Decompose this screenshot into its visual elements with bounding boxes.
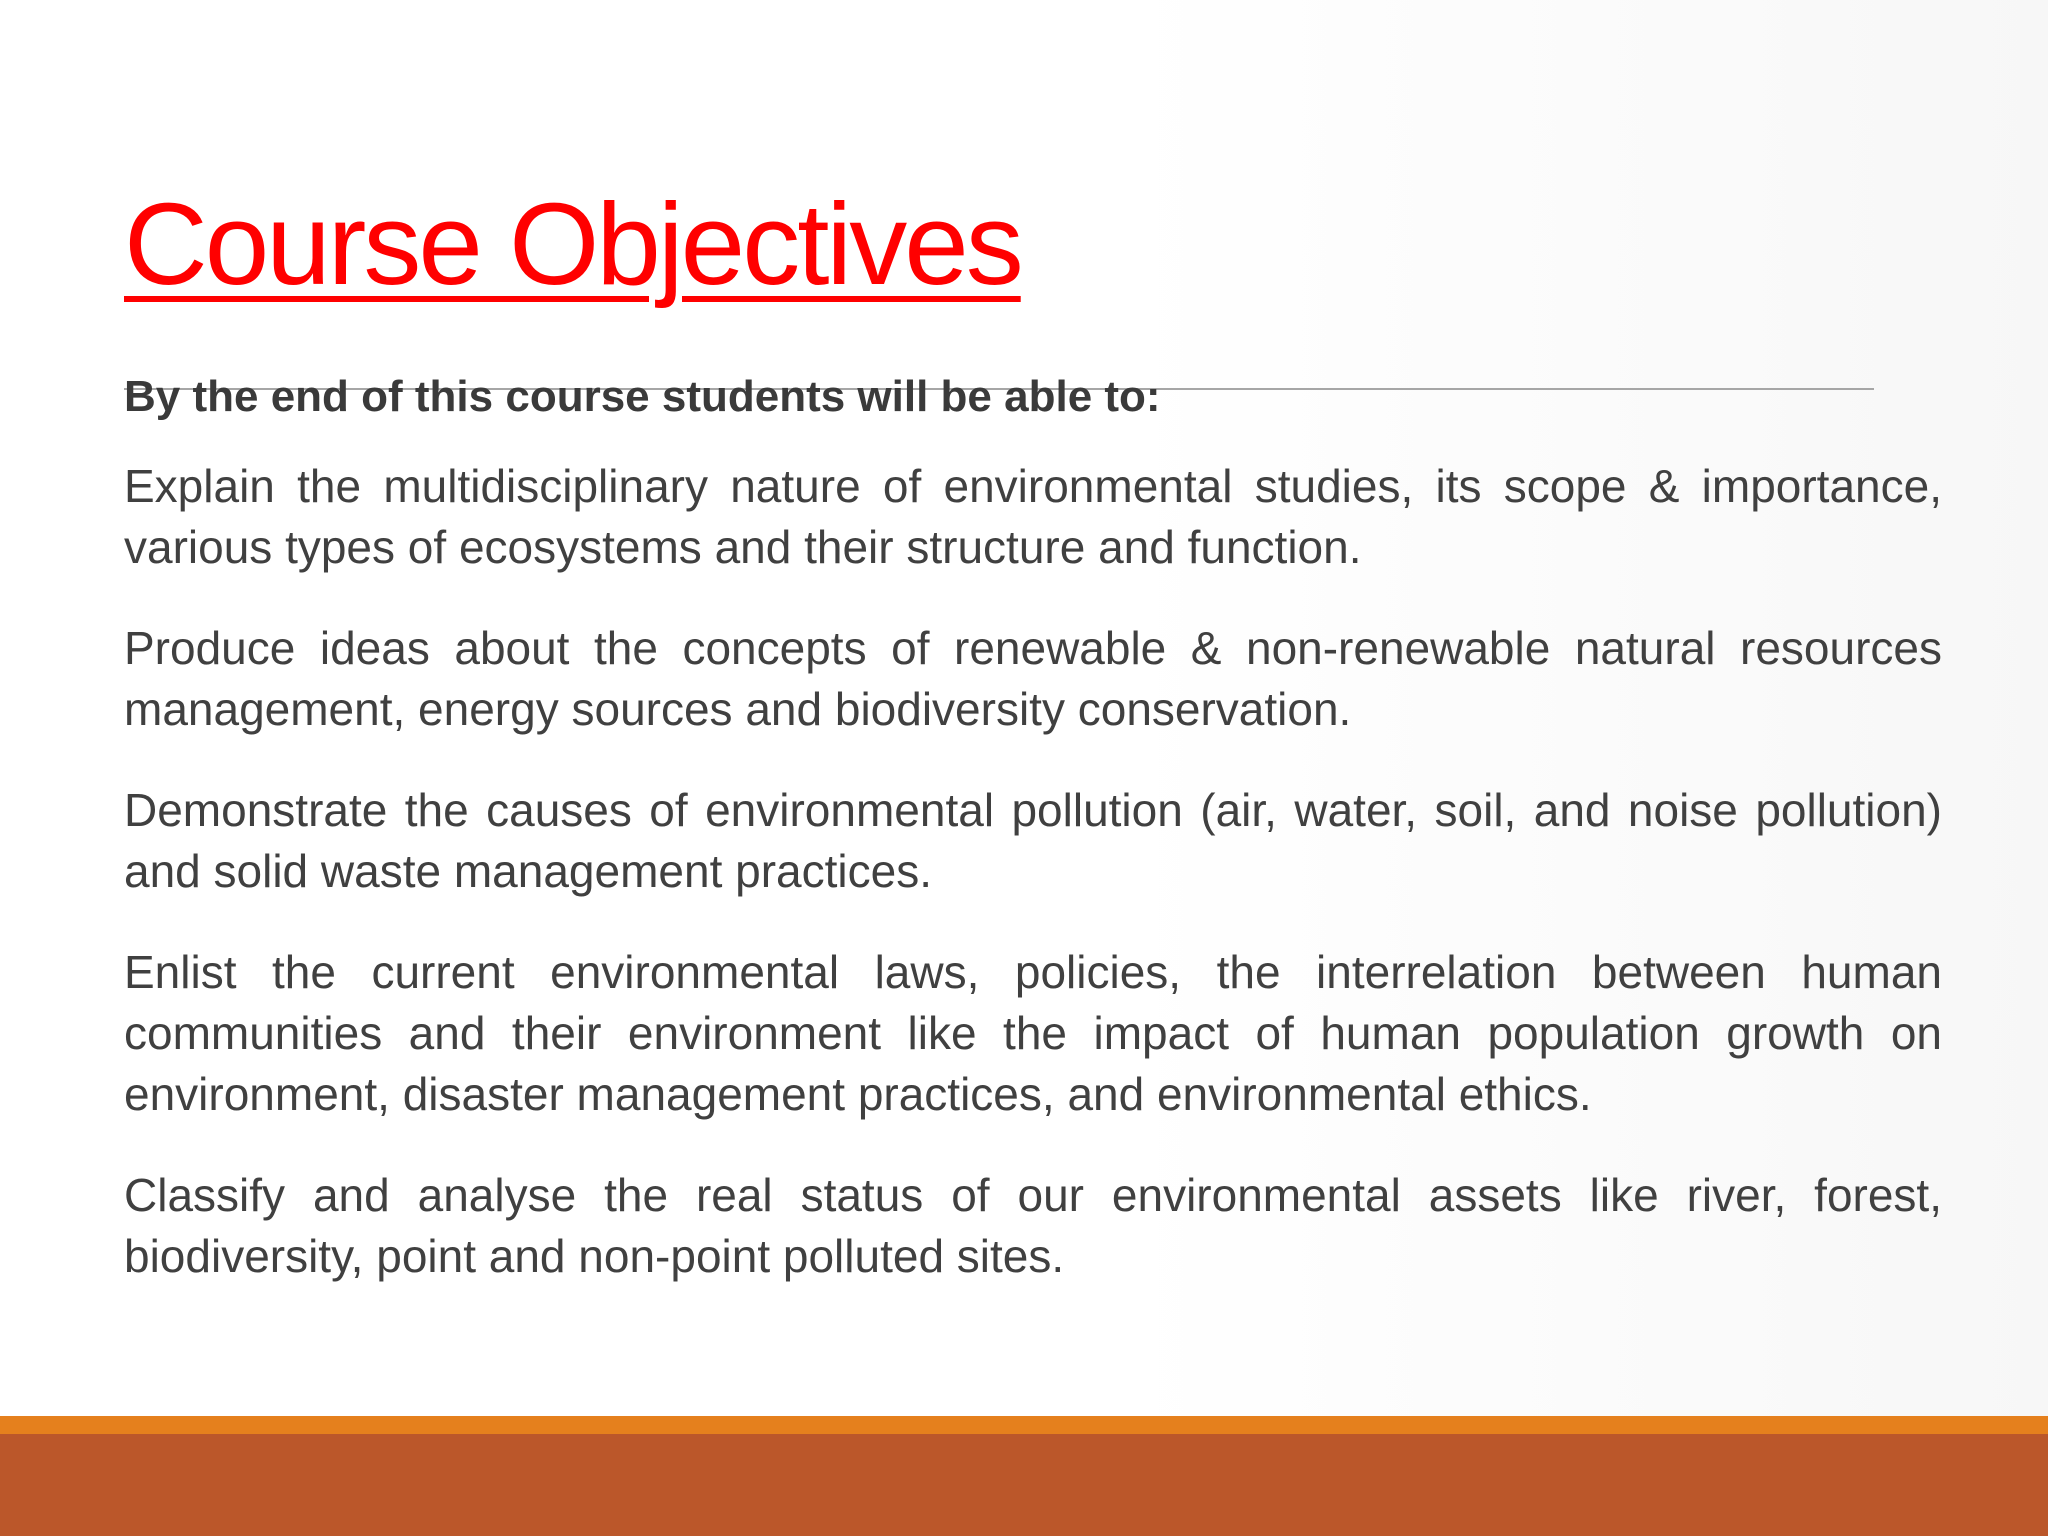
objective-item: Produce ideas about the concepts of renewable & non-renewable natural resources management, energy sources and biodiversity conservation.: [124, 622, 1942, 735]
slide-body: [124, 366, 1942, 1327]
objective-item: Classify and analyse the real status of our environmental assets like river, forest, biodiversity, point and non-point polluted sites.: [124, 1169, 1942, 1282]
intro-text: By the end of this course students will be able to:: [124, 372, 1161, 421]
slide-title: Course Objectives: [124, 179, 1021, 309]
footer-band: [0, 1434, 2048, 1536]
objective-item: Explain the multidisciplinary nature of environmental studies, its scope & importance, various types of ecosystems and their structure and function.: [124, 460, 1942, 573]
footer-accent-stripe: [0, 1416, 2048, 1434]
objective-item: Enlist the current environmental laws, policies, the interrelation between human communities and their environment like the impact of human population growth on environment, disaster management practices, and environmental ethics.: [124, 946, 1942, 1120]
objective-item: Demonstrate the causes of environmental pollution (air, water, soil, and noise pollution) and solid waste management practices.: [124, 784, 1942, 897]
